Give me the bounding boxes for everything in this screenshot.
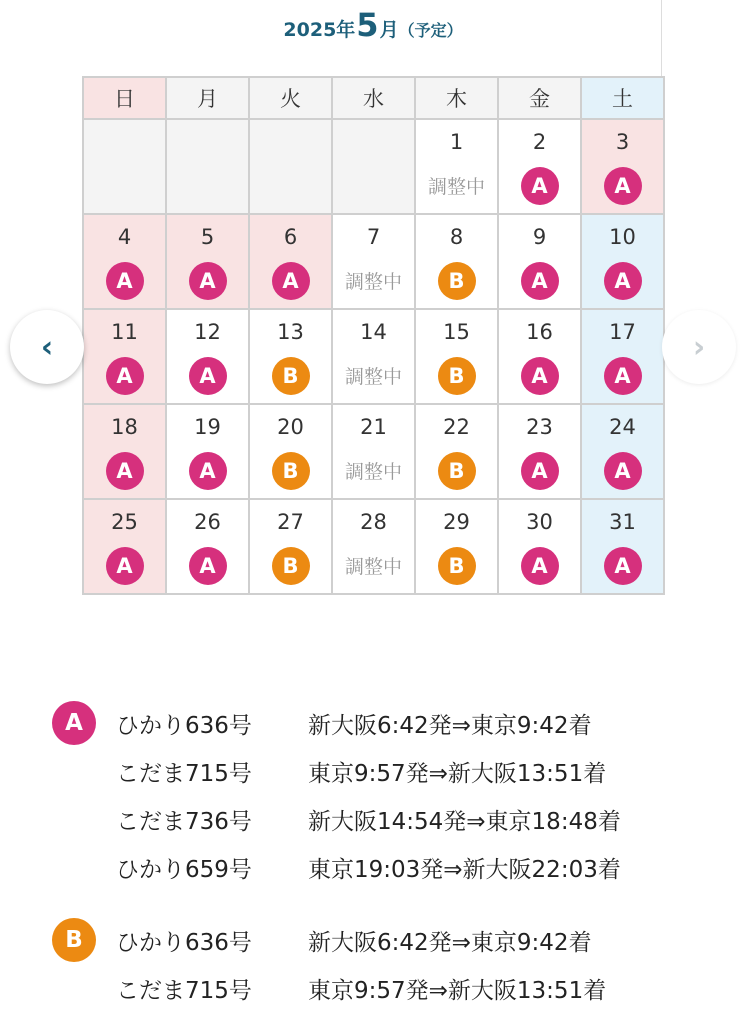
day-number: 30 (526, 510, 553, 534)
train-name: こだま715号 (116, 760, 252, 787)
day-number: 31 (609, 510, 636, 534)
calendar-empty-cell (84, 120, 167, 215)
train-route: 新大阪6:42発⇒東京9:42着 (308, 712, 592, 739)
weekday-header: 金 (499, 78, 582, 120)
calendar-day-cell[interactable] (582, 310, 665, 405)
day-number: 10 (609, 225, 636, 249)
calendar-empty-cell (167, 120, 250, 215)
day-number: 6 (283, 225, 298, 249)
title-note: （予定） (398, 21, 463, 40)
train-route: 新大阪14:54発⇒東京18:48着 (308, 808, 621, 835)
day-number: 8 (449, 225, 464, 249)
day-number: 18 (111, 415, 138, 439)
weekday-header: 水 (333, 78, 416, 120)
day-number: 27 (277, 510, 304, 534)
legend-row (52, 916, 732, 964)
title-year: 2025年 (283, 19, 356, 41)
calendar-day-cell[interactable] (250, 310, 333, 405)
day-number: 24 (609, 415, 636, 439)
calendar-title (0, 6, 746, 44)
schedule-mark-a: A (521, 167, 559, 205)
calendar-day-cell[interactable] (84, 405, 167, 500)
calendar-day-cell[interactable] (499, 405, 582, 500)
adjusting-status: 調整中 (344, 366, 402, 388)
legend-group-a (52, 699, 732, 891)
schedule-mark-a: A (604, 452, 642, 490)
schedule-mark-a: A (106, 357, 144, 395)
calendar-day-cell[interactable] (499, 215, 582, 310)
schedule-mark-a: A (604, 167, 642, 205)
calendar-day-cell[interactable] (250, 215, 333, 310)
calendar-day-cell[interactable] (416, 120, 499, 215)
schedule-mark-a: A (189, 357, 227, 395)
day-number: 19 (194, 415, 221, 439)
schedule-mark-a: A (521, 547, 559, 585)
schedule-mark-b: B (438, 547, 476, 585)
legend-row (52, 747, 732, 795)
schedule-mark-b: B (272, 452, 310, 490)
calendar-day-cell[interactable] (333, 215, 416, 310)
schedule-mark-a: A (272, 262, 310, 300)
day-number: 9 (532, 225, 547, 249)
day-number: 1 (449, 130, 464, 154)
weekday-header: 火 (250, 78, 333, 120)
calendar-day-cell[interactable] (499, 120, 582, 215)
calendar-day-cell[interactable] (582, 405, 665, 500)
day-number: 20 (277, 415, 304, 439)
day-number: 16 (526, 320, 553, 344)
calendar-day-cell[interactable] (84, 310, 167, 405)
calendar-day-cell[interactable] (84, 500, 167, 595)
next-month-button[interactable] (662, 310, 736, 384)
calendar-day-cell[interactable] (167, 405, 250, 500)
calendar-day-cell[interactable] (167, 310, 250, 405)
legend-row (52, 699, 732, 747)
train-name: こだま715号 (116, 977, 252, 1004)
weekday-header: 月 (167, 78, 250, 120)
legend-mark-a: A (52, 701, 96, 745)
schedule-mark-b: B (272, 357, 310, 395)
schedule-mark-a: A (189, 547, 227, 585)
calendar-day-cell[interactable] (416, 500, 499, 595)
calendar-day-cell[interactable] (499, 310, 582, 405)
schedule-mark-a: A (189, 452, 227, 490)
day-number: 17 (609, 320, 636, 344)
schedule-mark-a: A (106, 547, 144, 585)
schedule-mark-b: B (438, 357, 476, 395)
calendar-day-cell[interactable] (582, 500, 665, 595)
day-number: 22 (443, 415, 470, 439)
calendar-day-cell[interactable] (84, 215, 167, 310)
legend-mark-b: B (52, 918, 96, 962)
day-number: 21 (360, 415, 387, 439)
day-number: 26 (194, 510, 221, 534)
adjusting-status: 調整中 (344, 271, 402, 293)
schedule-mark-a: A (604, 357, 642, 395)
calendar-day-cell[interactable] (333, 500, 416, 595)
schedule-mark-a: A (521, 452, 559, 490)
day-number: 29 (443, 510, 470, 534)
calendar-day-cell[interactable] (333, 310, 416, 405)
day-number: 5 (200, 225, 215, 249)
calendar-day-cell[interactable] (167, 215, 250, 310)
schedule-mark-a: A (189, 262, 227, 300)
schedule-mark-a: A (106, 452, 144, 490)
calendar-day-cell[interactable] (582, 120, 665, 215)
train-name: こだま736号 (116, 808, 252, 835)
adjusting-status: 調整中 (344, 556, 402, 578)
chevron-left-icon: ‹ (40, 329, 54, 365)
calendar-day-cell[interactable] (416, 405, 499, 500)
train-name: ひかり636号 (116, 929, 252, 956)
train-name: ひかり636号 (116, 712, 252, 739)
calendar-day-cell[interactable] (582, 215, 665, 310)
calendar-empty-cell (333, 120, 416, 215)
adjusting-status: 調整中 (344, 461, 402, 483)
legend-row (52, 843, 732, 891)
day-number: 4 (117, 225, 132, 249)
calendar-day-cell[interactable] (416, 310, 499, 405)
day-number: 12 (194, 320, 221, 344)
title-month: 5 (356, 6, 379, 44)
schedule-mark-b: B (438, 262, 476, 300)
day-number: 25 (111, 510, 138, 534)
chevron-right-icon: › (692, 329, 706, 365)
schedule-mark-b: B (272, 547, 310, 585)
train-route: 新大阪6:42発⇒東京9:42着 (308, 929, 592, 956)
title-month-suffix: 月 (379, 19, 399, 41)
legend-group-b (52, 916, 732, 1012)
schedule-mark-a: A (604, 547, 642, 585)
schedule-mark-a: A (106, 262, 144, 300)
calendar-day-cell[interactable] (333, 405, 416, 500)
calendar-day-cell[interactable] (250, 500, 333, 595)
train-route: 東京9:57発⇒新大阪13:51着 (308, 760, 607, 787)
day-number: 7 (366, 225, 381, 249)
day-number: 2 (532, 130, 547, 154)
day-number: 3 (615, 130, 630, 154)
calendar-day-cell[interactable] (416, 215, 499, 310)
weekday-header: 土 (582, 78, 665, 120)
weekday-header: 日 (84, 78, 167, 120)
calendar-grid (82, 76, 665, 595)
day-number: 15 (443, 320, 470, 344)
schedule-mark-b: B (438, 452, 476, 490)
day-number: 28 (360, 510, 387, 534)
weekday-header: 木 (416, 78, 499, 120)
calendar-day-cell[interactable] (250, 405, 333, 500)
day-number: 14 (360, 320, 387, 344)
train-route: 東京9:57発⇒新大阪13:51着 (308, 977, 607, 1004)
day-number: 11 (111, 320, 138, 344)
prev-month-button[interactable] (10, 310, 84, 384)
legend-row (52, 964, 732, 1012)
day-number: 13 (277, 320, 304, 344)
day-number: 23 (526, 415, 553, 439)
adjusting-status: 調整中 (427, 176, 485, 198)
train-name: ひかり659号 (116, 856, 252, 883)
calendar-day-cell[interactable] (499, 500, 582, 595)
calendar-empty-cell (250, 120, 333, 215)
schedule-mark-a: A (521, 357, 559, 395)
train-route: 東京19:03発⇒新大阪22:03着 (308, 856, 621, 883)
calendar-day-cell[interactable] (167, 500, 250, 595)
schedule-mark-a: A (604, 262, 642, 300)
legend-row (52, 795, 732, 843)
schedule-mark-a: A (521, 262, 559, 300)
